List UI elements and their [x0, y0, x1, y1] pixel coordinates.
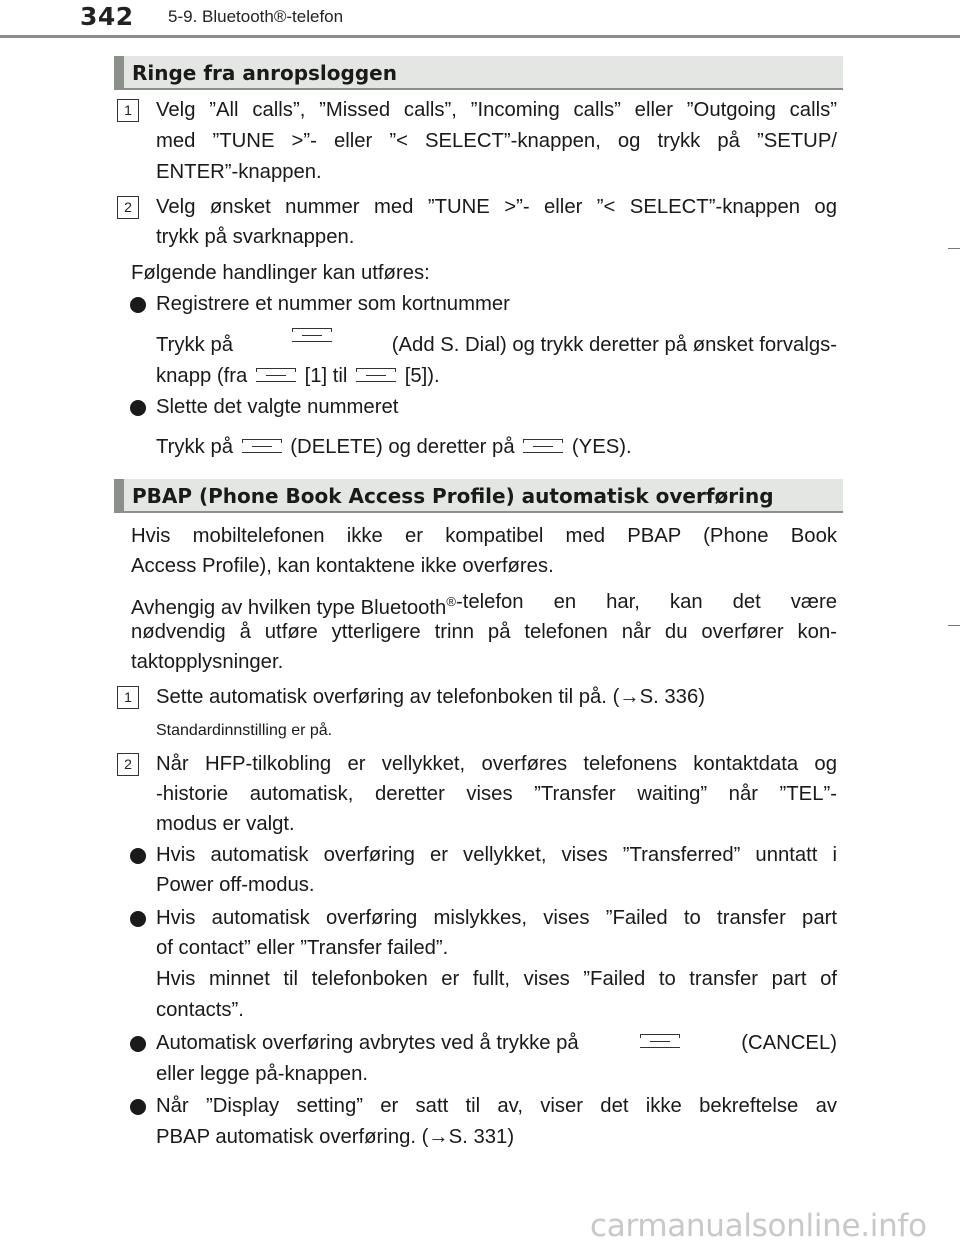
screen-button-icon	[242, 439, 282, 453]
section-heading-call-log: Ringe fra anropsloggen	[114, 56, 843, 90]
bullet-text: Hvis automatisk overføring er vellykket, vises ”Transferred” unntatt i	[156, 844, 837, 866]
bullet-icon	[130, 848, 146, 864]
bullet-text: Hvis automatisk overføring mislykkes, vises ”Failed to transfer part	[156, 907, 837, 929]
bullet-icon	[130, 1036, 146, 1052]
paragraph-line: Hvis mobiltelefonen ikke er kompatibel med PBAP (Phone Book	[131, 525, 837, 547]
screen-button-icon	[356, 368, 396, 382]
margin-tick	[948, 625, 960, 626]
step-text: -historie automatisk, deretter vises ”Transfer waiting” når ”TEL”-	[156, 783, 837, 805]
step-text: Velg ”All calls”, ”Missed calls”, ”Incoming calls” eller ”Outgoing calls”	[156, 99, 837, 121]
step-text: Når HFP-tilkobling er vellykket, overføres telefonens kontaktdata og	[156, 753, 837, 775]
bullet-text: eller legge på-knappen.	[156, 1063, 368, 1085]
watermark: carmanualsonline.info	[590, 1208, 927, 1244]
section-label: 5-9. Bluetooth®-telefon	[168, 7, 344, 26]
bullet-icon	[130, 297, 146, 313]
step-text: Velg ønsket nummer med ”TUNE >”- eller ”< SELECT”-knappen og	[156, 196, 837, 218]
header-rule	[0, 35, 960, 38]
margin-tick	[948, 248, 960, 249]
bullet-text: Hvis minnet til telefonboken er fullt, vises ”Failed to transfer part of	[156, 968, 837, 990]
instruction-line: knapp (fra [1] til [5]).	[156, 365, 440, 387]
screen-button-icon	[292, 328, 332, 342]
paragraph-line: nødvendig å utføre ytterligere trinn på telefonen når du overfører kon-	[131, 621, 837, 643]
bullet-title: Registrere et nummer som kortnummer	[156, 293, 510, 315]
step-number: 1	[117, 686, 139, 709]
step-text: modus er valgt.	[156, 813, 295, 835]
bullet-text: PBAP automatisk overføring. (→S. 331)	[156, 1126, 515, 1148]
step-text: ENTER”-knappen.	[156, 161, 322, 183]
bullet-text: Power off-modus.	[156, 874, 315, 896]
step-number: 1	[117, 99, 139, 122]
bullet-icon	[130, 1099, 146, 1115]
step-note: Standardinnstilling er på.	[156, 722, 333, 739]
paragraph-line: taktopplysninger.	[131, 651, 284, 673]
step-number: 2	[117, 753, 139, 776]
page-number: 342	[80, 2, 134, 31]
step-text: trykk på svarknappen.	[156, 226, 355, 248]
step-text: med ”TUNE >”- eller ”< SELECT”-knappen, og trykk på ”SETUP/	[156, 130, 837, 152]
bullet-title: Slette det valgte nummeret	[156, 396, 399, 418]
screen-button-icon	[640, 1034, 680, 1048]
bullet-icon	[130, 400, 146, 416]
page-header	[0, 0, 960, 40]
bullet-icon	[130, 911, 146, 927]
bullet-text: of contact” eller ”Transfer failed”.	[156, 937, 449, 959]
bullet-text: contacts”.	[156, 999, 244, 1021]
instruction-line: Trykk på (Add S. Dial) og trykk deretter på ønsket forvalgs-	[156, 330, 837, 360]
paragraph-line: Avhengig av hvilken type Bluetooth® -telefon en har, kan det være	[131, 591, 837, 619]
screen-button-icon	[523, 439, 563, 453]
section-heading-pbap: PBAP (Phone Book Access Profile) automatisk overføring	[114, 479, 843, 513]
screen-button-icon	[256, 368, 296, 382]
instruction-line: Trykk på (DELETE) og deretter på (YES).	[156, 436, 632, 458]
intro-text: Følgende handlinger kan utføres:	[131, 262, 430, 284]
bullet-text: Automatisk overføring avbrytes ved å trykke på (CANCEL)	[156, 1032, 837, 1054]
step-number: 2	[117, 196, 139, 219]
step-text: Sette automatisk overføring av telefonboken til på. (→S. 336)	[156, 686, 705, 708]
paragraph-line: Access Profile), kan kontaktene ikke overføres.	[131, 555, 554, 577]
bullet-text: Når ”Display setting” er satt til av, viser det ikke bekreftelse av	[156, 1095, 837, 1117]
